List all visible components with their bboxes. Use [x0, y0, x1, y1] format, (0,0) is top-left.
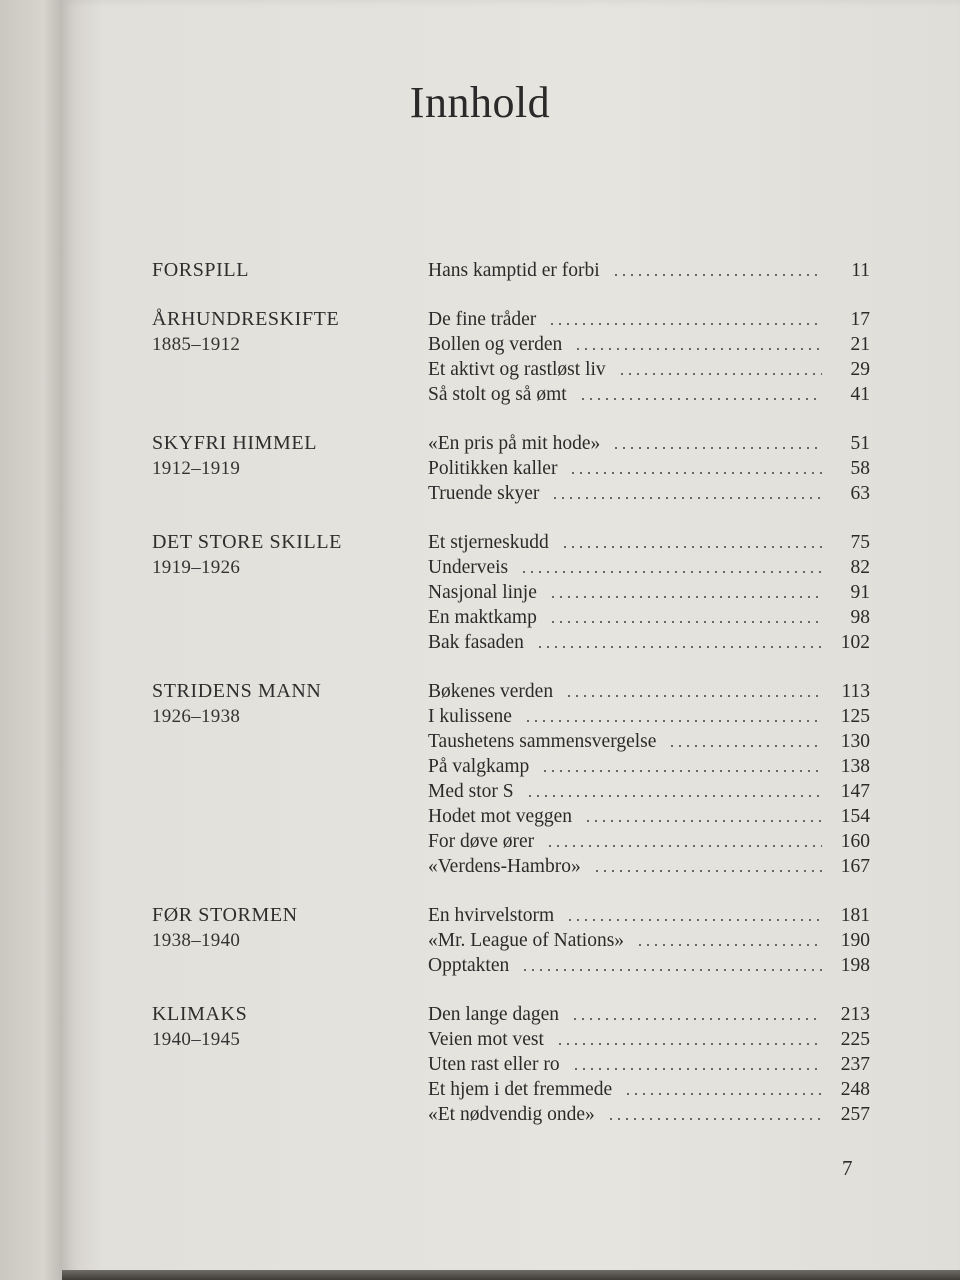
toc-part	[152, 258, 870, 283]
dot-leader	[549, 595, 822, 599]
part-years: 1919–1926	[152, 557, 241, 578]
part-label	[152, 530, 428, 655]
chapter-entry	[428, 679, 870, 704]
dot-leader	[548, 322, 822, 326]
dot-leader	[579, 397, 822, 401]
dot-leader	[572, 1067, 822, 1071]
dot-leader	[549, 620, 822, 624]
chapter-entry	[428, 605, 870, 630]
chapter-title: En hvirvelstorm	[428, 905, 555, 926]
chapter-page-number: 17	[850, 309, 870, 330]
chapter-page-number: 237	[840, 1054, 870, 1075]
part-title: STRIDENS MANN	[152, 680, 322, 702]
page-title: Innhold	[409, 78, 551, 128]
chapter-title: På valgkamp	[428, 756, 530, 777]
chapter-title: «Mr. League of Nations»	[428, 930, 625, 951]
dot-leader	[624, 1092, 822, 1096]
chapter-page-number: 21	[850, 334, 870, 355]
chapter-page-number: 130	[840, 731, 870, 752]
chapter-page-number: 102	[840, 632, 870, 653]
part-label	[152, 307, 428, 407]
chapter-page-number: 29	[850, 359, 870, 380]
dot-leader	[612, 273, 822, 277]
chapter-entry	[428, 854, 870, 879]
table-of-contents	[152, 258, 870, 1151]
chapter-title: Underveis	[428, 557, 509, 578]
dot-leader	[521, 968, 822, 972]
dot-leader	[546, 844, 822, 848]
chapter-page-number: 75	[850, 532, 870, 553]
chapter-entry	[428, 357, 870, 382]
part-years: 1938–1940	[152, 930, 241, 951]
dot-leader	[618, 372, 822, 376]
chapter-entry	[428, 481, 870, 506]
chapter-entry	[428, 382, 870, 407]
chapter-entry	[428, 258, 870, 283]
chapter-title: Hans kamptid er forbi	[428, 260, 600, 281]
chapter-entry	[428, 804, 870, 829]
dot-leader	[593, 869, 822, 873]
chapter-entry	[428, 1002, 870, 1027]
dot-leader	[612, 446, 822, 450]
chapter-entry	[428, 431, 870, 456]
chapter-list	[428, 679, 870, 879]
chapter-page-number: 91	[850, 582, 870, 603]
chapter-entry	[428, 704, 870, 729]
chapter-title: Bak fasaden	[428, 632, 524, 653]
chapter-title: «Et nødvendig onde»	[428, 1104, 595, 1125]
chapter-page-number: 51	[850, 433, 870, 454]
dot-leader	[551, 496, 822, 500]
dot-leader	[536, 645, 822, 649]
chapter-page-number: 113	[841, 681, 870, 702]
chapter-page-number: 41	[850, 384, 870, 405]
chapter-title: Bollen og verden	[428, 334, 563, 355]
chapter-title: «Verdens-Hambro»	[428, 856, 581, 877]
chapter-entry	[428, 307, 870, 332]
part-label	[152, 1002, 428, 1127]
part-title: ÅRHUNDRESKIFTE	[152, 308, 340, 330]
chapter-title: Hodet mot veggen	[428, 806, 573, 827]
chapter-title: Den lange dagen	[428, 1004, 560, 1025]
dot-leader	[565, 694, 822, 698]
chapter-page-number: 167	[840, 856, 870, 877]
chapter-page-number: 248	[840, 1079, 870, 1100]
chapter-entry	[428, 1052, 870, 1077]
toc-part	[152, 679, 870, 879]
chapter-entry	[428, 580, 870, 605]
dot-leader	[607, 1117, 822, 1121]
toc-part	[152, 903, 870, 978]
chapter-list	[428, 530, 870, 655]
chapter-title: Truende skyer	[428, 483, 540, 504]
chapter-title: De fine tråder	[428, 309, 537, 330]
chapter-entry	[428, 754, 870, 779]
dot-leader	[520, 570, 822, 574]
part-years: 1885–1912	[152, 334, 241, 355]
part-label	[152, 679, 428, 879]
part-title: FØR STORMEN	[152, 904, 298, 926]
toc-part	[152, 530, 870, 655]
part-title: KLIMAKS	[152, 1003, 248, 1025]
chapter-list	[428, 258, 870, 283]
part-label	[152, 903, 428, 978]
toc-part	[152, 1002, 870, 1127]
chapter-entry	[428, 779, 870, 804]
book-spine	[0, 0, 62, 1280]
dot-leader	[566, 918, 822, 922]
chapter-page-number: 125	[840, 706, 870, 727]
chapter-page-number: 213	[840, 1004, 870, 1025]
part-title: SKYFRI HIMMEL	[152, 432, 318, 454]
chapter-page-number: 181	[840, 905, 870, 926]
chapter-page-number: 63	[850, 483, 870, 504]
chapter-entry	[428, 1027, 870, 1052]
chapter-title: Uten rast eller ro	[428, 1054, 560, 1075]
chapter-title: «En pris på mit hode»	[428, 433, 601, 454]
chapter-title: Bøkenes verden	[428, 681, 554, 702]
chapter-entry	[428, 1102, 870, 1127]
chapter-entry	[428, 555, 870, 580]
part-title: FORSPILL	[152, 259, 250, 281]
chapter-page-number: 190	[840, 930, 870, 951]
toc-part	[152, 307, 870, 407]
chapter-title: Politikken kaller	[428, 458, 558, 479]
dot-leader	[574, 347, 822, 351]
chapter-list	[428, 903, 870, 978]
chapter-title: Et hjem i det fremmede	[428, 1079, 613, 1100]
chapter-title: Nasjonal linje	[428, 582, 537, 603]
chapter-title: Med stor S	[428, 781, 514, 802]
part-years: 1940–1945	[152, 1029, 241, 1050]
chapter-title: Så stolt og så ømt	[428, 384, 567, 405]
book-cover-edge	[62, 1270, 960, 1280]
chapter-page-number: 82	[850, 557, 870, 578]
dot-leader	[541, 769, 822, 773]
part-years: 1926–1938	[152, 706, 241, 727]
chapter-list	[428, 307, 870, 407]
chapter-entry	[428, 332, 870, 357]
part-label	[152, 258, 428, 283]
chapter-list	[428, 431, 870, 506]
chapter-page-number: 138	[840, 756, 870, 777]
chapter-entry	[428, 630, 870, 655]
chapter-page-number: 160	[840, 831, 870, 852]
chapter-entry	[428, 530, 870, 555]
dot-leader	[524, 719, 822, 723]
chapter-title: Taushetens sammensvergelse	[428, 731, 657, 752]
chapter-title: Opptakten	[428, 955, 510, 976]
chapter-title: Et stjerneskudd	[428, 532, 549, 553]
chapter-page-number: 58	[850, 458, 870, 479]
chapter-page-number: 11	[851, 260, 870, 281]
dot-leader	[584, 819, 822, 823]
chapter-entry	[428, 829, 870, 854]
part-title: DET STORE SKILLE	[152, 531, 342, 553]
chapter-page-number: 225	[840, 1029, 870, 1050]
chapter-page-number: 98	[850, 607, 870, 628]
chapter-title: For døve ører	[428, 831, 535, 852]
chapter-entry	[428, 729, 870, 754]
chapter-page-number: 147	[840, 781, 870, 802]
chapter-page-number: 154	[840, 806, 870, 827]
page-number: 7	[842, 1156, 853, 1180]
dot-leader	[556, 1042, 822, 1046]
part-years: 1912–1919	[152, 458, 241, 479]
dot-leader	[561, 545, 822, 549]
chapter-entry	[428, 1077, 870, 1102]
chapter-title: En maktkamp	[428, 607, 537, 628]
chapter-entry	[428, 456, 870, 481]
chapter-title: Et aktivt og rastløst liv	[428, 359, 606, 380]
dot-leader	[526, 794, 822, 798]
part-label	[152, 431, 428, 506]
chapter-title: Veien mot vest	[428, 1029, 544, 1050]
dot-leader	[668, 744, 822, 748]
chapter-entry	[428, 903, 870, 928]
toc-part	[152, 431, 870, 506]
chapter-title: I kulissene	[428, 706, 512, 727]
chapter-page-number: 257	[840, 1104, 870, 1125]
chapter-list	[428, 1002, 870, 1127]
chapter-entry	[428, 953, 870, 978]
dot-leader	[569, 471, 822, 475]
chapter-page-number: 198	[840, 955, 870, 976]
chapter-entry	[428, 928, 870, 953]
dot-leader	[571, 1017, 822, 1021]
dot-leader	[636, 943, 822, 947]
